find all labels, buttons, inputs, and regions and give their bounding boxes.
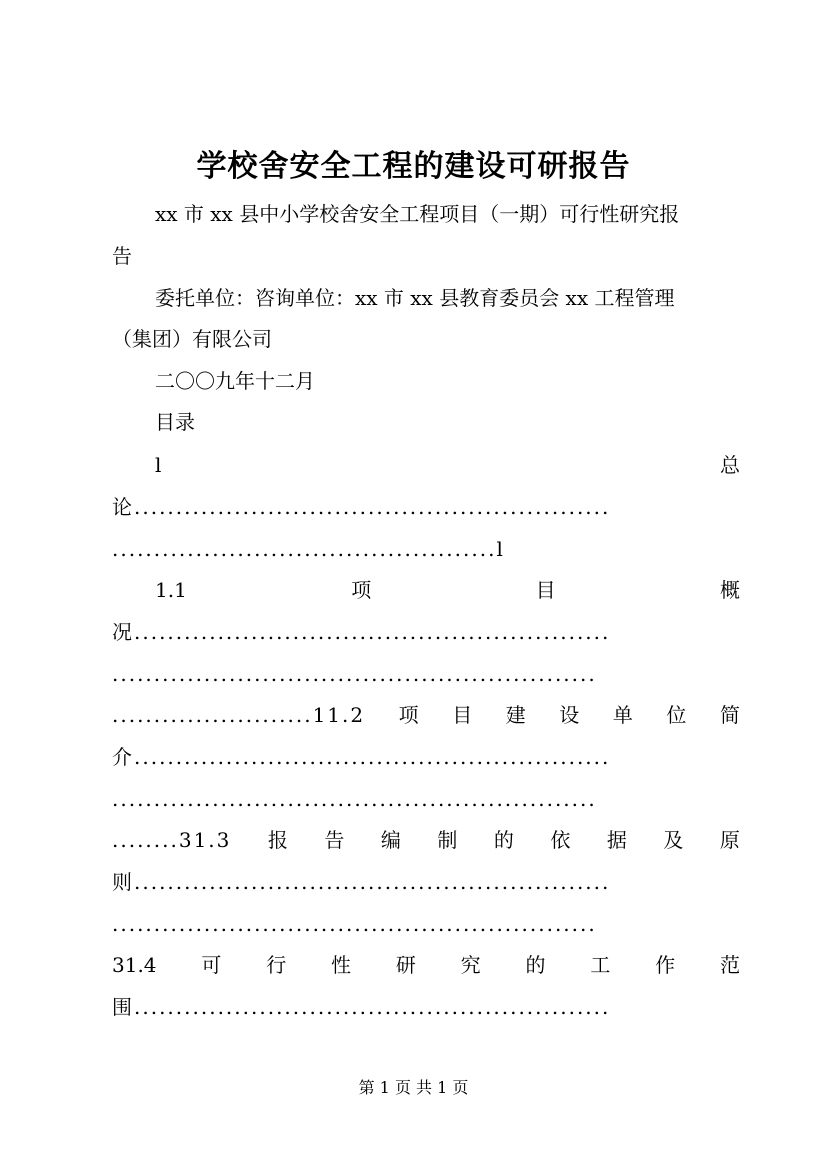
toc-part: 范 xyxy=(719,953,740,977)
client-line-2: （集团）有限公司 xyxy=(112,327,272,351)
toc-part: 的 xyxy=(493,828,514,852)
toc-row-4 xyxy=(155,575,740,605)
toc-part: 的 xyxy=(525,953,546,977)
toc-part: 究 xyxy=(460,953,481,977)
toc-part: 建 xyxy=(505,703,526,727)
toc-row-5: 况......................................................... xyxy=(112,620,611,644)
toc-part: 单 xyxy=(612,703,633,727)
toc-part: 1.1 xyxy=(155,578,187,602)
subtitle-line-1: xx 市 xx 县中小学校舍安全工程项目（一期）可行性研究报 xyxy=(155,202,680,226)
toc-part: 及 xyxy=(663,828,684,852)
toc-part: 报 xyxy=(267,828,288,852)
toc-part: 31.4 xyxy=(112,953,157,977)
toc-part: 告 xyxy=(324,828,345,852)
toc-part: 工 xyxy=(590,953,611,977)
subtitle-line-2: 告 xyxy=(112,244,132,268)
date-line: 二〇〇九年十二月 xyxy=(155,369,315,393)
toc-row-7 xyxy=(112,700,740,730)
toc-row-9: .......................................................... xyxy=(112,787,597,811)
toc-row-8: 介......................................................... xyxy=(112,745,611,769)
toc-part: 编 xyxy=(380,828,401,852)
page-footer: 第 1 页 共 1 页 xyxy=(358,1078,469,1097)
client-line-1: 委托单位：咨询单位：xx 市 xx 县教育委员会 xx 工程管理 xyxy=(155,286,675,310)
toc-part: 目 xyxy=(535,578,556,602)
toc-row-10 xyxy=(112,825,740,855)
toc-part: 据 xyxy=(606,828,627,852)
toc-part: 研 xyxy=(395,953,416,977)
toc-part: 项 xyxy=(351,578,372,602)
toc-row-12: .......................................................... xyxy=(112,912,597,936)
toc-part: 项 xyxy=(398,703,419,727)
toc-part: 作 xyxy=(655,953,676,977)
toc-part: ........................11.2 xyxy=(112,703,366,727)
toc-part: 行 xyxy=(266,953,287,977)
toc-row-11: 则......................................................... xyxy=(112,870,611,894)
toc-row-2: 论......................................................... xyxy=(112,495,611,519)
toc-part: 原 xyxy=(719,828,740,852)
toc-part: 位 xyxy=(666,703,687,727)
toc-part: 设 xyxy=(559,703,580,727)
toc-row-14: 围......................................................... xyxy=(112,995,611,1019)
toc-part: 制 xyxy=(437,828,458,852)
toc-part: ........31.3 xyxy=(112,828,232,852)
toc-part: 性 xyxy=(331,953,352,977)
document-title: 学校舍安全工程的建设可研报告 xyxy=(196,149,631,184)
toc-part: 简 xyxy=(719,703,740,727)
toc-row-1 xyxy=(155,450,740,480)
toc-part: 可 xyxy=(201,953,222,977)
toc-word: 总 xyxy=(720,453,740,477)
toc-row-6: .......................................................... xyxy=(112,662,597,686)
toc-number: l xyxy=(155,453,162,477)
toc-part: 依 xyxy=(550,828,571,852)
toc-row-13 xyxy=(112,950,740,980)
toc-heading: 目录 xyxy=(155,410,195,434)
toc-part: 概 xyxy=(719,578,740,602)
toc-part: 目 xyxy=(452,703,473,727)
toc-row-3: ..............................................l xyxy=(112,537,505,561)
